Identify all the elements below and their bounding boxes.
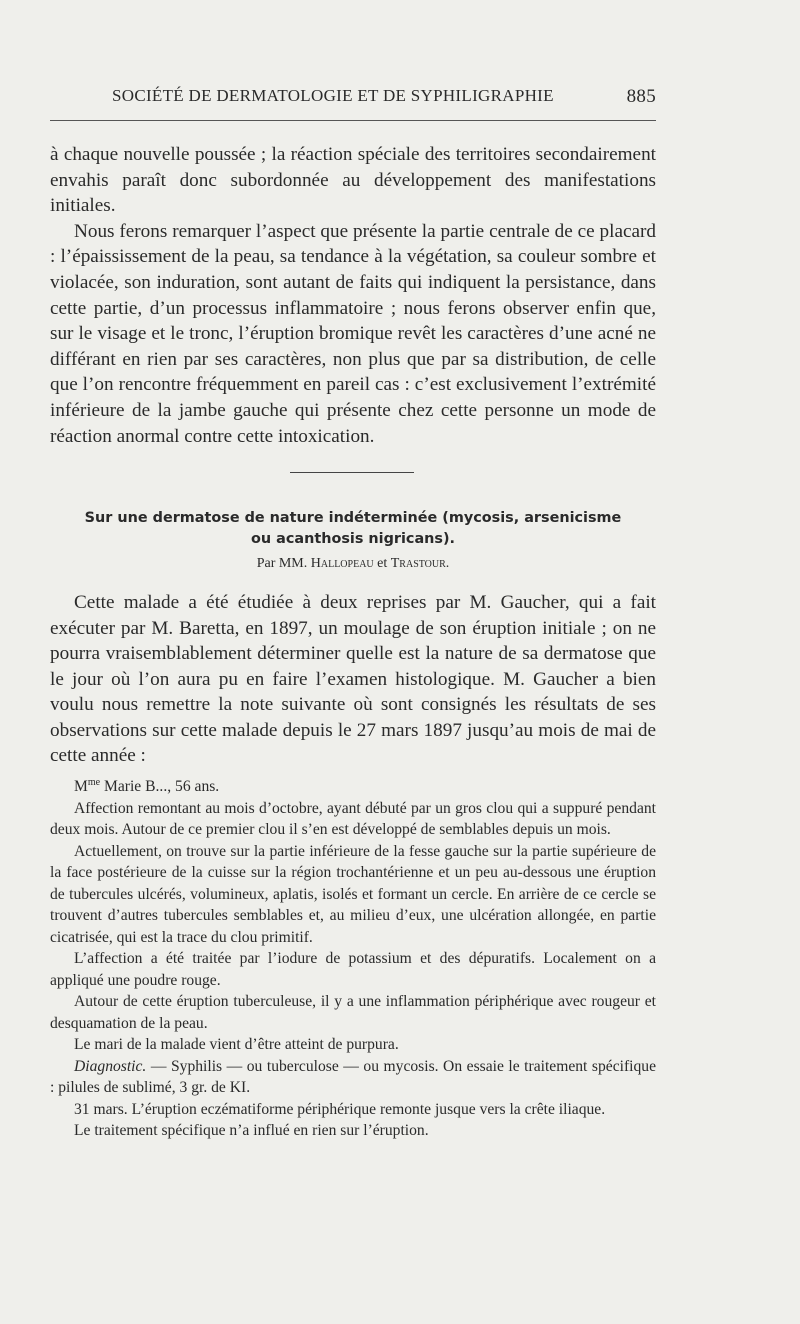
- paragraph: 31 mars. L’éruption eczématiforme périphérique remonte jusque vers la crête iliaque.: [74, 1100, 606, 1118]
- patient-rest: Marie B..., 56 ans.: [104, 778, 220, 796]
- byline: [50, 556, 656, 572]
- author-name: Hallopeau: [310, 556, 374, 571]
- article-title-line-2: ou acanthosis nigricans).: [250, 531, 456, 547]
- case-note: [50, 772, 656, 1142]
- diagnosis-text: — Syphilis — ou tuberculose — ou mycosis. On essaie le traitement spécifique : pilules de sublimé, 3 gr. de KI.: [50, 1057, 656, 1097]
- byline-and: et: [377, 556, 388, 571]
- running-title: SOCIÉTÉ DE DERMATOLOGIE ET DE SYPHILIGRAPHIE: [112, 86, 554, 105]
- paragraph: Actuellement, on trouve sur la partie inférieure de la fesse gauche sur la partie supérieure de la face postérieure de la cuisse sur la région trochantérienne et un peu au-dessous une éruption de tubercules ulcérés, volumineux, aplatis, isolés et formant un cercle. En arrière de ce cercle se trouvent d’autres tubercules semblables et, au milieu d’eux, une ulcération allongée, en partie cicatrisée, qui est la trace du clou primitif.: [50, 842, 656, 946]
- patient-line: [50, 772, 656, 798]
- article-title-line-1: Sur une dermatose de nature indéterminée (mycosis, arsenicisme: [84, 510, 622, 526]
- header-rule: [50, 120, 656, 121]
- paragraph: Nous ferons remarquer l’aspect que présente la partie centrale de ce placard : l’épaississement de la peau, sa tendance à la végétation, sa couleur sombre et violacée, son induration, sont autant de faits qui indiquent la persistance, dans cette partie, d’un processus inflammatoire ; nous ferons observer enfin que, sur le visage et le tronc, l’éruption bromique revêt les caractères d’une acné ne différant en rien par ses caractères, non plus que par sa distribution, de celle que l’on rencontre fréquemment en pareil cas : c’est exclusivement l’extrémité inférieure de la jambe gauche qui présente chez cette personne un mode de réaction anormal contre cette intoxication.: [50, 220, 656, 447]
- paragraph: Cette malade a été étudiée à deux reprises par M. Gaucher, qui a fait exécuter par M. Baretta, en 1897, un moulage de son éruption initiale ; on ne pourra vraisemblablement déterminer quelle est la nature de sa dermatose que le jour où l’on aura pu en faire l’examen histologique. M. Gaucher a bien voulu nous remettre la note suivante où sont consignés les résultats de ses observations sur cette malade depuis le 27 mars 1897 jusqu’au mois de mai de cette année :: [50, 592, 656, 766]
- section-separator: [290, 472, 414, 473]
- previous-article-text: [50, 142, 656, 449]
- diagnosis-label: Diagnostic.: [74, 1057, 147, 1075]
- byline-prefix: Par MM.: [256, 556, 308, 571]
- paragraph: Le traitement spécifique n’a influé en rien sur l’éruption.: [74, 1122, 429, 1140]
- paragraph: à chaque nouvelle poussée ; la réaction spéciale des territoires secondairement envahis paraît donc subordonnée au développement des manifestations initiales.: [50, 144, 656, 217]
- author-name: Trastour.: [390, 556, 450, 571]
- patient-prefix: M: [74, 778, 88, 796]
- article-title: [50, 508, 656, 550]
- paragraph: Le mari de la malade vient d’être atteint de purpura.: [74, 1036, 399, 1054]
- paragraph: L’affection a été traitée par l’iodure de potassium et des dépuratifs. Localement on a appliqué une poudre rouge.: [50, 950, 656, 989]
- paragraph: Affection remontant au mois d’octobre, ayant débuté par un gros clou qui a suppuré pendant deux mois. Autour de ce premier clou il s’en est développé de semblables depuis un mois.: [50, 799, 656, 839]
- page-number: 885: [626, 86, 656, 107]
- patient-sup: me: [87, 777, 101, 788]
- diagnosis-paragraph: [50, 1056, 656, 1099]
- article-intro: [50, 590, 656, 769]
- paragraph: Autour de cette éruption tuberculeuse, il y a une inflammation périphérique avec rougeur et desquamation de la peau.: [50, 993, 656, 1032]
